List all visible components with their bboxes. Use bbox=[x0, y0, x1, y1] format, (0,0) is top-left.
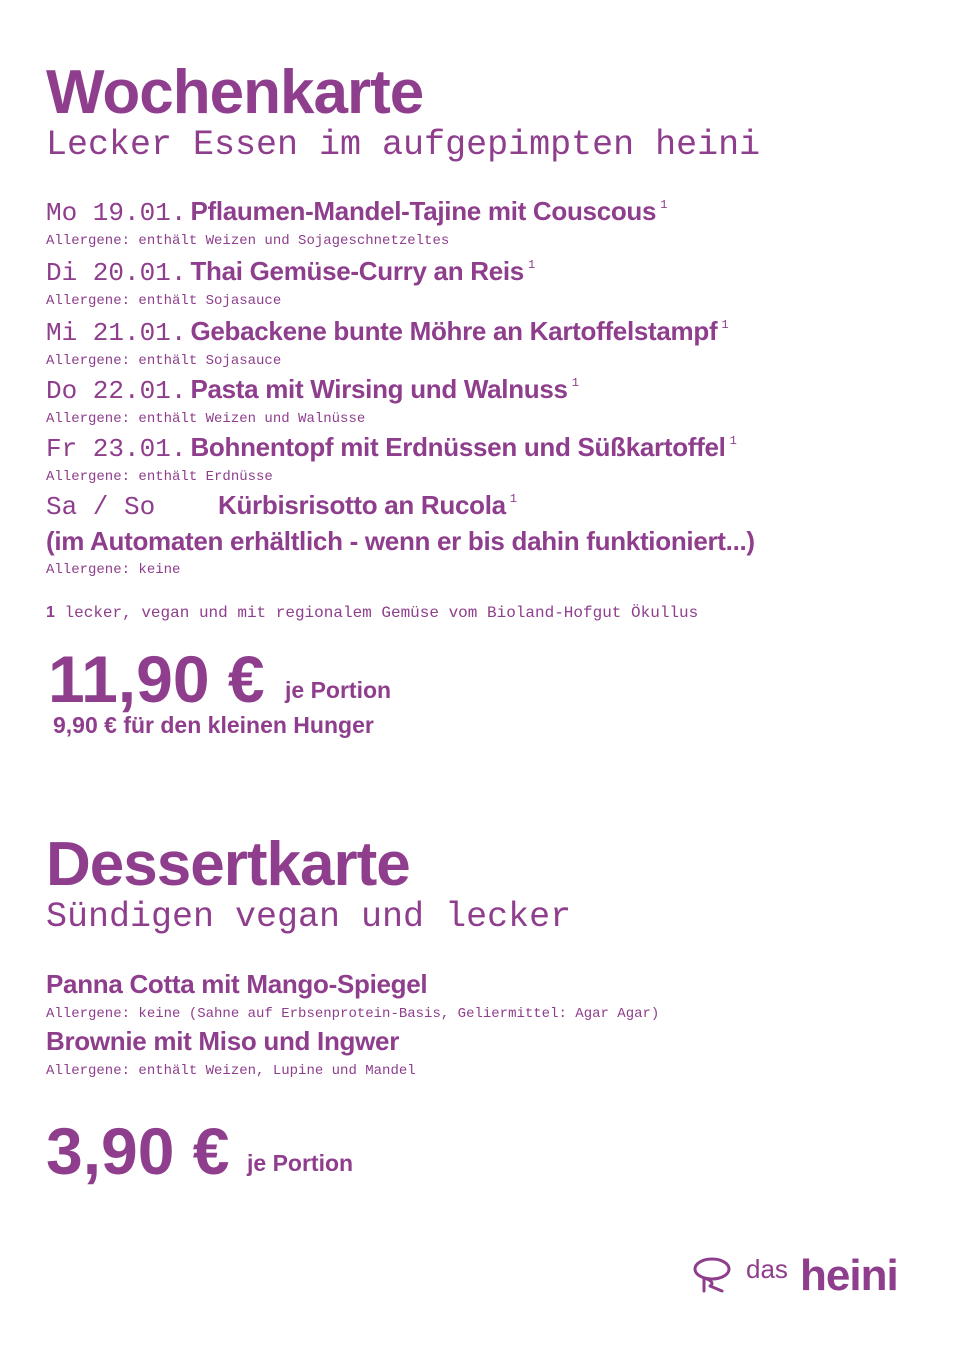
footnote-ref: 1 bbox=[527, 258, 536, 272]
menu-allergens: Allergene: enthält Weizen und Walnüsse bbox=[46, 411, 366, 427]
menu-day: Sa / So bbox=[46, 492, 156, 522]
heini-logo-icon bbox=[692, 1254, 736, 1294]
small-portion-price: 9,90 € für den kleinen Hunger bbox=[53, 712, 374, 738]
logo-text-das: das bbox=[746, 1254, 788, 1284]
footnote-ref: 1 bbox=[571, 376, 579, 390]
dessert-price: 3,90 € bbox=[46, 1114, 230, 1188]
weekly-price: 11,90 € bbox=[48, 642, 265, 716]
menu-dish: Bohnentopf mit Erdnüssen und Süßkartoffel bbox=[190, 432, 726, 462]
menu-dish: Pflaumen-Mandel-Tajine mit Couscous bbox=[190, 196, 657, 226]
menu-day: Di 20.01. bbox=[46, 258, 187, 288]
menu-allergens: Allergene: enthält Erdnüsse bbox=[46, 469, 273, 485]
dessert-dish: Brownie mit Miso und Ingwer bbox=[46, 1026, 400, 1056]
weekly-price-unit: je Portion bbox=[285, 677, 392, 703]
menu-dish: Pasta mit Wirsing und Walnuss bbox=[190, 374, 568, 404]
menu-allergens: Allergene: enthält Sojasauce bbox=[46, 353, 282, 369]
menu-day: Fr 23.01. bbox=[46, 434, 187, 464]
menu-item-mo bbox=[46, 196, 667, 228]
menu-day: Do 22.01. bbox=[46, 376, 187, 406]
dessert-allergens: Allergene: keine (Sahne auf Erbsenprotein-Basis, Geliermittel: Agar Agar) bbox=[46, 1006, 660, 1022]
weekly-title: Wochenkarte bbox=[46, 58, 424, 127]
menu-item-weekend bbox=[218, 490, 517, 521]
menu-allergens: Allergene: enthält Weizen und Sojageschnetzeltes bbox=[46, 233, 450, 249]
dessert-title: Dessertkarte bbox=[46, 830, 410, 899]
menu-dish: Gebackene bunte Möhre an Kartoffelstampf bbox=[190, 316, 718, 346]
dessert-allergens: Allergene: enthält Weizen, Lupine und Mandel bbox=[46, 1063, 416, 1079]
dessert-subtitle: Sündigen vegan und lecker bbox=[46, 897, 572, 937]
footnote-ref: 1 bbox=[729, 434, 737, 448]
footnote-ref: 1 bbox=[721, 318, 729, 332]
footnote-mark: 1 bbox=[46, 604, 55, 621]
menu-item-mi bbox=[46, 316, 729, 348]
logo-text-heini: heini bbox=[800, 1251, 898, 1300]
weekly-subtitle: Lecker Essen im aufgepimpten heini bbox=[46, 125, 761, 165]
footnote-text: lecker, vegan und mit regionalem Gemüse vom Bioland-Hofgut Ökullus bbox=[64, 604, 699, 622]
footnote-ref: 1 bbox=[509, 492, 517, 506]
menu-day: Mi 21.01. bbox=[46, 318, 187, 348]
menu-item-do bbox=[46, 374, 579, 406]
menu-dish-note: (im Automaten erhältlich - wenn er bis dahin funktioniert...) bbox=[46, 526, 755, 556]
menu-item-di bbox=[46, 256, 535, 288]
menu-day: Mo 19.01. bbox=[46, 198, 187, 228]
dessert-dish: Panna Cotta mit Mango-Spiegel bbox=[46, 969, 428, 999]
footnote-ref: 1 bbox=[660, 198, 668, 212]
menu-allergens: Allergene: keine bbox=[46, 562, 181, 578]
menu-allergens: Allergene: enthält Sojasauce bbox=[46, 293, 282, 309]
menu-dish: Kürbisrisotto an Rucola bbox=[218, 490, 506, 520]
menu-item-fr bbox=[46, 432, 737, 464]
heini-logo bbox=[692, 1250, 922, 1300]
menu-dish: Thai Gemüse-Curry an Reis bbox=[190, 256, 524, 286]
dessert-price-unit: je Portion bbox=[247, 1150, 354, 1176]
footnote bbox=[46, 604, 698, 622]
